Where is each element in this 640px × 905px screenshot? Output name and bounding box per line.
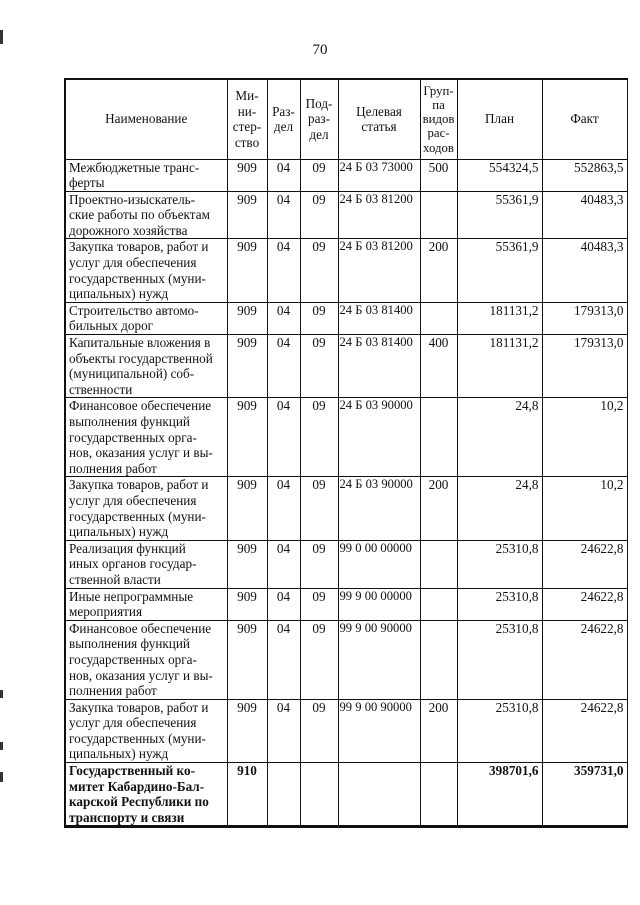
cell-name: Закупка товаров, работ и услуг для обеспечения государственных (муни- ципальных) нужд: [65, 239, 227, 302]
cell-target-article: 24 Б 03 81400: [338, 335, 420, 398]
cell-ministry: 909: [227, 540, 267, 588]
table-row: [65, 239, 627, 302]
cell-plan: 55361,9: [457, 239, 542, 302]
cell-ministry: 909: [227, 302, 267, 334]
table-row: [65, 588, 627, 620]
cell-section: 04: [267, 191, 300, 239]
header-target-article: Целевая статья: [338, 79, 420, 159]
cell-subsection: 09: [300, 477, 338, 540]
header-fact: Факт: [542, 79, 627, 159]
cell-name: Реализация функций иных органов государ- ственной власти: [65, 540, 227, 588]
cell-ministry: 909: [227, 588, 267, 620]
header-ministry: Ми- ни- стер- ство: [227, 79, 267, 159]
cell-ministry: 910: [227, 763, 267, 827]
page-number: 70: [312, 42, 328, 58]
cell-section: 04: [267, 335, 300, 398]
cell-plan: 25310,8: [457, 699, 542, 762]
cell-section: 04: [267, 699, 300, 762]
cell-section: 04: [267, 477, 300, 540]
cell-ministry: 909: [227, 239, 267, 302]
cell-name: Финансовое обеспечение выполнения функций государственных орга- нов, оказания услуг и вы- полнения работ: [65, 620, 227, 699]
cell-name: Строительство автомо- бильных дорог: [65, 302, 227, 334]
cell-ministry: 909: [227, 191, 267, 239]
cell-name: Иные непрограммные мероприятия: [65, 588, 227, 620]
cell-expense-group: 200: [420, 699, 457, 762]
header-name: Наименование: [65, 79, 227, 159]
header-section: Раз- дел: [267, 79, 300, 159]
cell-subsection: 09: [300, 540, 338, 588]
cell-ministry: 909: [227, 159, 267, 191]
cell-ministry: 909: [227, 620, 267, 699]
cell-plan: 181131,2: [457, 302, 542, 334]
cell-expense-group: [420, 588, 457, 620]
cell-plan: 25310,8: [457, 540, 542, 588]
cell-ministry: 909: [227, 477, 267, 540]
table-row: [65, 699, 627, 762]
cell-plan: 554324,5: [457, 159, 542, 191]
header-plan: План: [457, 79, 542, 159]
cell-expense-group: 200: [420, 477, 457, 540]
scan-edge-mark: [0, 690, 3, 698]
cell-fact: 179313,0: [542, 302, 627, 334]
cell-expense-group: [420, 191, 457, 239]
table-row: [65, 477, 627, 540]
cell-ministry: 909: [227, 398, 267, 477]
cell-section: 04: [267, 302, 300, 334]
cell-subsection: 09: [300, 398, 338, 477]
cell-fact: 24622,8: [542, 540, 627, 588]
cell-expense-group: 400: [420, 335, 457, 398]
cell-section: 04: [267, 239, 300, 302]
cell-target-article: 99 9 00 90000: [338, 699, 420, 762]
table-header-row: [65, 79, 627, 159]
cell-fact: 40483,3: [542, 239, 627, 302]
cell-ministry: 909: [227, 335, 267, 398]
cell-fact: 10,2: [542, 477, 627, 540]
cell-section: 04: [267, 398, 300, 477]
scan-edge-mark: [0, 742, 3, 750]
cell-subsection: 09: [300, 302, 338, 334]
cell-name: Государственный ко- митет Кабардино-Бал- карской Республики по транспорту и связи: [65, 763, 227, 827]
cell-expense-group: [420, 620, 457, 699]
budget-table: [64, 78, 628, 828]
table-row: [65, 763, 627, 827]
cell-name: Межбюджетные транс- ферты: [65, 159, 227, 191]
cell-fact: 40483,3: [542, 191, 627, 239]
cell-name: Проектно-изыскатель- ские работы по объектам дорожного хозяйства: [65, 191, 227, 239]
cell-subsection: 09: [300, 239, 338, 302]
cell-fact: 24622,8: [542, 699, 627, 762]
cell-fact: 10,2: [542, 398, 627, 477]
cell-subsection: 09: [300, 699, 338, 762]
cell-target-article: 24 Б 03 81200: [338, 239, 420, 302]
cell-section: 04: [267, 540, 300, 588]
cell-expense-group: 500: [420, 159, 457, 191]
cell-name: Финансовое обеспечение выполнения функций государственных орга- нов, оказания услуг и вы- полнения работ: [65, 398, 227, 477]
cell-fact: 552863,5: [542, 159, 627, 191]
table-row: [65, 191, 627, 239]
cell-section: 04: [267, 159, 300, 191]
header-expense-group: Груп- па видов рас- ходов: [420, 79, 457, 159]
cell-subsection: 09: [300, 159, 338, 191]
cell-name: Капитальные вложения в объекты государственной (муниципальной) соб- ственности: [65, 335, 227, 398]
cell-section: [267, 763, 300, 827]
scan-edge-mark: [0, 772, 3, 782]
cell-subsection: [300, 763, 338, 827]
cell-plan: 181131,2: [457, 335, 542, 398]
cell-name: Закупка товаров, работ и услуг для обеспечения государственных (муни- ципальных) нужд: [65, 699, 227, 762]
cell-target-article: 24 Б 03 81400: [338, 302, 420, 334]
cell-section: 04: [267, 588, 300, 620]
cell-plan: 25310,8: [457, 588, 542, 620]
cell-target-article: 99 0 00 00000: [338, 540, 420, 588]
table-row: [65, 335, 627, 398]
header-subsection: Под- раз- дел: [300, 79, 338, 159]
cell-plan: 55361,9: [457, 191, 542, 239]
cell-target-article: 24 Б 03 90000: [338, 477, 420, 540]
table-row: [65, 302, 627, 334]
table-row: [65, 398, 627, 477]
cell-expense-group: 200: [420, 239, 457, 302]
cell-target-article: [338, 763, 420, 827]
cell-expense-group: [420, 763, 457, 827]
cell-plan: 25310,8: [457, 620, 542, 699]
cell-target-article: 24 Б 03 81200: [338, 191, 420, 239]
table-row: [65, 159, 627, 191]
cell-plan: 24,8: [457, 398, 542, 477]
cell-target-article: 99 9 00 00000: [338, 588, 420, 620]
cell-expense-group: [420, 302, 457, 334]
cell-section: 04: [267, 620, 300, 699]
cell-name: Закупка товаров, работ и услуг для обеспечения государственных (муни- ципальных) нужд: [65, 477, 227, 540]
cell-target-article: 24 Б 03 90000: [338, 398, 420, 477]
cell-target-article: 99 9 00 90000: [338, 620, 420, 699]
cell-subsection: 09: [300, 620, 338, 699]
cell-fact: 24622,8: [542, 620, 627, 699]
cell-plan: 398701,6: [457, 763, 542, 827]
cell-subsection: 09: [300, 191, 338, 239]
cell-ministry: 909: [227, 699, 267, 762]
table-row: [65, 620, 627, 699]
cell-subsection: 09: [300, 588, 338, 620]
cell-expense-group: [420, 398, 457, 477]
cell-target-article: 24 Б 03 73000: [338, 159, 420, 191]
cell-fact: 359731,0: [542, 763, 627, 827]
table-body: [65, 159, 627, 827]
cell-subsection: 09: [300, 335, 338, 398]
table-row: [65, 540, 627, 588]
cell-fact: 24622,8: [542, 588, 627, 620]
cell-fact: 179313,0: [542, 335, 627, 398]
cell-plan: 24,8: [457, 477, 542, 540]
cell-expense-group: [420, 540, 457, 588]
